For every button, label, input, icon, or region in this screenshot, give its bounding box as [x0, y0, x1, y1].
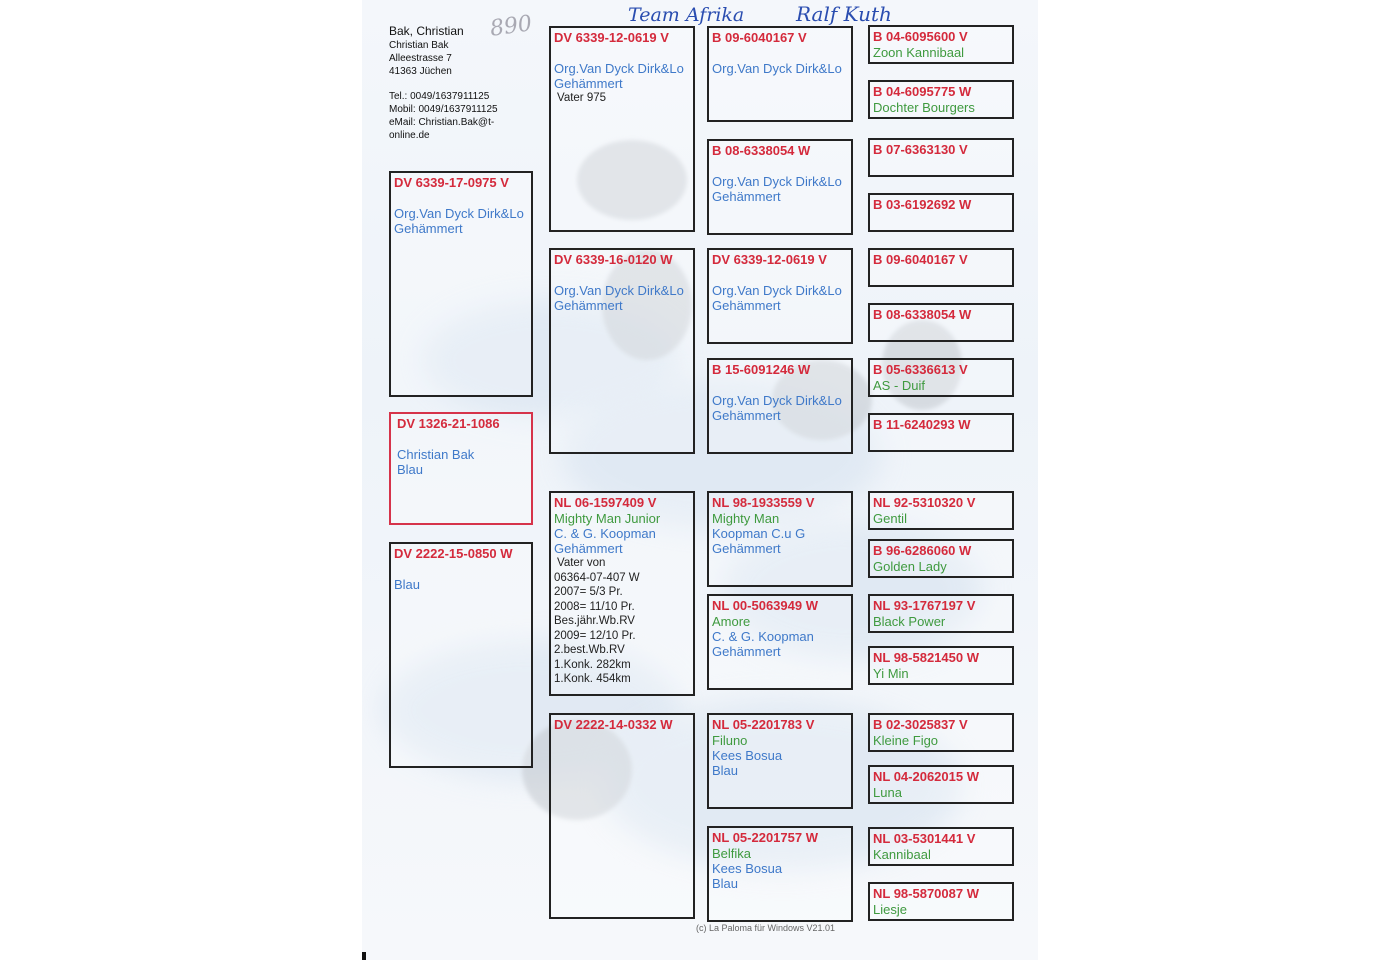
- ring-number: NL 93-1767197 V: [873, 598, 976, 613]
- breeder: Kees Bosua: [712, 861, 783, 876]
- owner-email-cont: online.de: [389, 130, 430, 141]
- color: Gehämmert: [554, 76, 623, 91]
- pigeon-name: Gentil: [873, 511, 907, 526]
- pigeon-name: Kleine Figo: [873, 733, 939, 748]
- gen4-box-6: [868, 303, 1014, 342]
- ring-number: NL 05-2201783 V: [712, 717, 815, 732]
- owner-city: 41363 Jüchen: [389, 66, 452, 77]
- breeder: C. & G. Koopman: [554, 526, 656, 541]
- pigeon-name: Golden Lady: [873, 559, 947, 574]
- ring-number: B 08-6338054 W: [712, 143, 811, 158]
- ring-number: B 03-6192692 W: [873, 197, 972, 212]
- color: Gehämmert: [712, 541, 781, 556]
- pigeon-name: Liesje: [873, 902, 907, 917]
- note: Bes.jähr.Wb.RV: [554, 615, 635, 627]
- breeder: Org.Van Dyck Dirk&Lo: [554, 283, 684, 298]
- breeder: Christian Bak: [397, 447, 475, 462]
- ring-number: DV 1326-21-1086: [397, 416, 500, 431]
- note: Vater 975: [557, 92, 607, 104]
- gen4-box-16: [868, 882, 1014, 921]
- breeder: Koopman C.u G: [712, 526, 806, 541]
- breeder: Org.Van Dyck Dirk&Lo: [712, 393, 842, 408]
- note: 1.Konk. 282km: [554, 658, 631, 671]
- ring-number: B 02-3025837 V: [873, 717, 968, 732]
- ring-number: B 96-6286060 W: [873, 543, 972, 558]
- breeder: Org.Van Dyck Dirk&Lo: [394, 206, 524, 221]
- gen3-box-5: [707, 491, 853, 587]
- pigeon-name: Dochter Bourgers: [873, 100, 975, 115]
- ring-number: DV 2222-14-0332 W: [554, 717, 673, 732]
- color: Gehämmert: [712, 408, 781, 423]
- ring-number: B 15-6091246 W: [712, 362, 811, 377]
- pigeon-name: Zoon Kannibaal: [873, 45, 965, 60]
- owner-address: [389, 24, 498, 142]
- scan-edge-mark: [362, 952, 366, 960]
- pigeon-name: Black Power: [873, 614, 946, 629]
- ring-number: NL 05-2201757 W: [712, 830, 818, 845]
- ring-number: B 08-6338054 W: [873, 307, 972, 322]
- owner-mobile: Mobil: 0049/1637911125: [389, 104, 498, 115]
- note: 2009= 12/10 Pr.: [554, 629, 636, 642]
- handwritten-team-note: Team Afrika: [628, 4, 745, 26]
- gen4-box-2: [868, 80, 1014, 119]
- ring-number: B 04-6095600 V: [873, 29, 968, 44]
- pigeon-name: Mighty Man: [712, 511, 780, 526]
- gen4-box-8: [868, 413, 1014, 452]
- ring-number: DV 2222-15-0850 W: [394, 546, 513, 561]
- gen4-box-9: [868, 491, 1014, 530]
- ring-number: NL 98-1933559 V: [712, 495, 815, 510]
- sire-box: [389, 171, 533, 397]
- handwritten-name: Ralf Kuth: [796, 2, 892, 26]
- color: Gehämmert: [554, 541, 623, 556]
- pigeon-name: AS - Duif: [873, 378, 926, 393]
- gen3-box-1: [707, 26, 853, 122]
- dam-dam-box: [549, 713, 695, 919]
- owner-name: Bak, Christian: [389, 24, 464, 38]
- note: Vater von: [557, 557, 606, 569]
- color: Gehämmert: [394, 221, 463, 236]
- subject-box: [389, 412, 533, 525]
- gen4-box-11: [868, 594, 1014, 633]
- ring-number: B 07-6363130 V: [873, 142, 968, 157]
- sire-sire-box: [549, 26, 695, 232]
- gen4-box-4: [868, 193, 1014, 232]
- handwritten-number: 890: [488, 11, 534, 42]
- breeder: Org.Van Dyck Dirk&Lo: [712, 283, 842, 298]
- color: Gehämmert: [712, 644, 781, 659]
- note: 06364-07-407 W: [554, 571, 640, 584]
- pigeon-name: Luna: [873, 785, 902, 800]
- owner-street: Alleestrasse 7: [389, 53, 452, 64]
- gen4-box-14: [868, 765, 1014, 804]
- note: 2008= 11/10 Pr.: [554, 600, 635, 613]
- sire-dam-box: [549, 248, 695, 454]
- color: Blau: [712, 876, 739, 891]
- pigeon-name: Mighty Man Junior: [554, 511, 661, 526]
- gen4-box-12: [868, 646, 1014, 685]
- gen3-box-2: [707, 139, 853, 235]
- pigeon-name: Yi Min: [873, 666, 909, 681]
- pigeon-name: Filuno: [712, 733, 748, 748]
- pigeon-name: Kannibaal: [873, 847, 931, 862]
- color: Blau: [397, 462, 424, 477]
- ring-number: B 05-6336613 V: [873, 362, 968, 377]
- ring-number: NL 98-5870087 W: [873, 886, 979, 901]
- ring-number: B 11-6240293 W: [873, 417, 971, 432]
- gen4-box-3: [868, 138, 1014, 177]
- color: Gehämmert: [712, 189, 781, 204]
- ring-number: DV 6339-17-0975 V: [394, 175, 509, 190]
- ring-number: B 09-6040167 V: [712, 30, 807, 45]
- color: Blau: [712, 763, 739, 778]
- pigeon-name: Belfika: [712, 846, 752, 861]
- owner-email: eMail: Christian.Bak@t-: [389, 117, 495, 128]
- gen4-box-1: [868, 25, 1014, 64]
- software-footer: (c) La Paloma für Windows V21.01: [696, 923, 836, 933]
- ring-number: NL 00-5063949 W: [712, 598, 818, 613]
- gen3-box-3: [707, 248, 853, 344]
- ring-number: B 04-6095775 W: [873, 84, 972, 99]
- note: 2.best.Wb.RV: [554, 644, 625, 656]
- gen4-box-10: [868, 539, 1014, 578]
- ring-number: B 09-6040167 V: [873, 252, 968, 267]
- gen4-box-7: [868, 358, 1014, 397]
- gen4-box-13: [868, 713, 1014, 752]
- gen3-box-8: [707, 826, 853, 922]
- dam-box: [389, 542, 533, 768]
- ring-number: NL 06-1597409 V: [554, 495, 657, 510]
- gen3-box-7: [707, 713, 853, 809]
- gen4-box-15: [868, 827, 1014, 866]
- color: Blau: [394, 577, 421, 592]
- color: Gehämmert: [712, 298, 781, 313]
- ring-number: NL 92-5310320 V: [873, 495, 976, 510]
- ring-number: NL 98-5821450 W: [873, 650, 979, 665]
- breeder: Kees Bosua: [712, 748, 783, 763]
- gen3-box-6: [707, 594, 853, 690]
- color: Gehämmert: [554, 298, 623, 313]
- ring-number: DV 6339-16-0120 W: [554, 252, 673, 267]
- ring-number: DV 6339-12-0619 V: [712, 252, 827, 267]
- breeder: Org.Van Dyck Dirk&Lo: [712, 174, 842, 189]
- dam-sire-box: [549, 491, 695, 696]
- ring-number: NL 03-5301441 V: [873, 831, 976, 846]
- gen3-box-4: [707, 358, 853, 454]
- breeder: Org.Van Dyck Dirk&Lo: [554, 61, 684, 76]
- breeder: C. & G. Koopman: [712, 629, 814, 644]
- owner-phone: Tel.: 0049/1637911125: [389, 91, 490, 102]
- note: 2007= 5/3 Pr.: [554, 586, 623, 598]
- note: 1.Konk. 454km: [554, 673, 631, 685]
- ring-number: NL 04-2062015 W: [873, 769, 979, 784]
- pigeon-name: Amore: [712, 614, 751, 629]
- ring-number: DV 6339-12-0619 V: [554, 30, 669, 45]
- gen4-box-5: [868, 248, 1014, 287]
- owner-line: Christian Bak: [389, 40, 449, 51]
- breeder: Org.Van Dyck Dirk&Lo: [712, 61, 842, 76]
